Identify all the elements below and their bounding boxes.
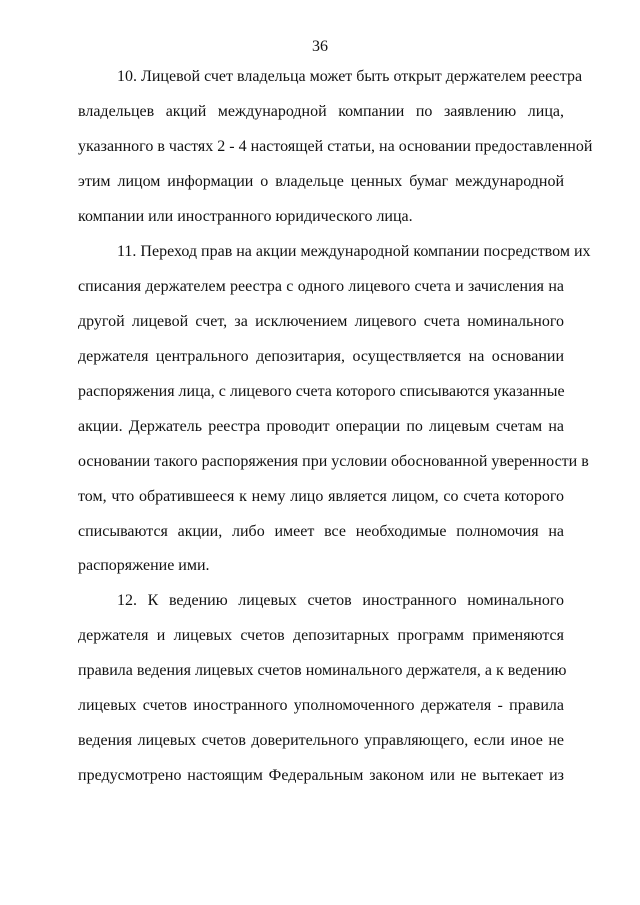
text-line: основании такого распоряжения при условии обоснованной уверенности в xyxy=(78,453,589,470)
text-line: 10. Лицевой счет владельца может быть открыт держателем реестра xyxy=(117,68,583,85)
text-line: указанного в частях 2 - 4 настоящей статьи, на основании предоставленной xyxy=(78,138,593,155)
text-line: лицевых счетов иностранного уполномоченного держателя - правила xyxy=(78,697,564,714)
page-number: 36 xyxy=(312,38,328,55)
text-line: распоряжения лица, с лицевого счета которого списываются указанные xyxy=(78,383,565,400)
text-line: 12. К ведению лицевых счетов иностранного номинального xyxy=(117,592,564,609)
text-line: предусмотрено настоящим Федеральным законом или не вытекает из xyxy=(78,767,564,784)
text-line: распоряжение ими. xyxy=(78,557,210,574)
text-line: списания держателем реестра с одного лицевого счета и зачисления на xyxy=(78,278,564,295)
text-line: другой лицевой счет, за исключением лицевого счета номинального xyxy=(78,313,564,330)
text-line: держателя и лицевых счетов депозитарных программ применяются xyxy=(78,627,564,644)
text-line: владельцев акций международной компании по заявлению лица, xyxy=(78,103,564,120)
text-line: акции. Держатель реестра проводит операции по лицевым счетам на xyxy=(78,418,564,435)
text-line: компании или иностранного юридического лица. xyxy=(78,208,413,225)
text-line: ведения лицевых счетов доверительного управляющего, если иное не xyxy=(78,732,564,749)
text-line: правила ведения лицевых счетов номинального держателя, а к ведению xyxy=(78,662,567,679)
text-line: списываются акции, либо имеет все необходимые полномочия на xyxy=(78,523,564,540)
text-line: том, что обратившееся к нему лицо является лицом, со счета которого xyxy=(78,488,564,505)
text-line: этим лицом информации о владельце ценных бумаг международной xyxy=(78,173,564,190)
text-line: держателя центрального депозитария, осуществляется на основании xyxy=(78,348,564,365)
text-line: 11. Переход прав на акции международной компании посредством их xyxy=(117,243,591,260)
